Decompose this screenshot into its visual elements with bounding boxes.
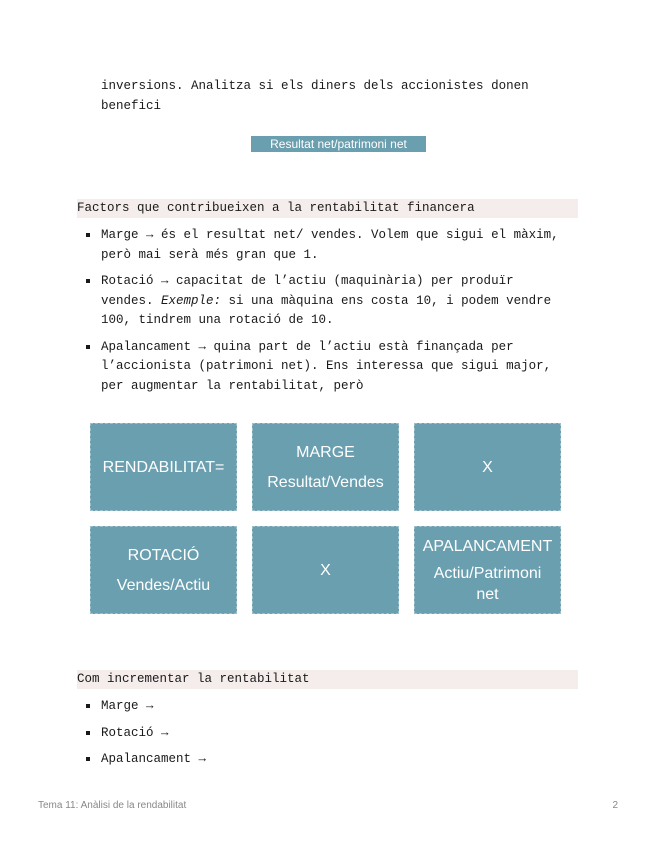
tile-multiply-2 <box>252 526 399 614</box>
tile-rendabilitat <box>90 423 237 511</box>
tile-rotacio <box>90 526 237 614</box>
bullet-rotacio-line-1: Rotació → capacitat de l’actiu (maquinària) per produïr <box>101 274 514 288</box>
bullet-apalancament <box>101 338 579 397</box>
intro-paragraph <box>101 77 581 116</box>
bullet-apalancament-line-3: per augmentar la rentabilitat, però <box>101 378 364 393</box>
formula-badge: Resultat net/patrimoni net <box>251 136 426 152</box>
tile-rotacio-formula: Vendes/Actiu <box>116 576 211 594</box>
tile-marge-formula: Resultat/Vendes <box>267 473 384 491</box>
section-heading-increase: Com incrementar la rentabilitat <box>77 670 578 689</box>
bullet-marge-line-2: però mai serà més gran que 1. <box>101 247 319 262</box>
intro-line-1: inversions. Analitza si els diners dels accionistes donen <box>101 79 529 93</box>
factors-bullet-list <box>101 226 579 403</box>
bullet-rotacio-line-2-pre: vendes. <box>101 293 162 308</box>
bullet-apalancament-line-2: l’accionista (patrimoni net). Ens interessa que sigui major, <box>101 359 552 373</box>
tile-rendabilitat-label: RENDABILITAT= <box>102 458 225 476</box>
increase-bullet-apalancament: Apalancament → <box>101 750 579 770</box>
bullet-rotacio-line-2-post: si una màquina ens costa 10, i podem vendre <box>221 293 552 308</box>
bullet-marge <box>101 226 579 265</box>
increase-bullet-rotacio: Rotació → <box>101 724 579 744</box>
tile-rotacio-title: ROTACIÓ <box>127 546 200 564</box>
intro-line-2: benefici <box>101 98 162 113</box>
increase-bullet-list <box>101 697 579 777</box>
tile-multiply-1 <box>414 423 561 511</box>
increase-bullet-marge: Marge → <box>101 697 579 717</box>
bullet-rotacio-line-2 <box>101 292 579 312</box>
bullet-rotacio <box>101 272 579 331</box>
bullet-marge-line-1: Marge → és el resultat net/ vendes. Volem que sigui el màxim, <box>101 228 559 242</box>
bullet-rotacio-example-label: Exemple: <box>161 293 222 308</box>
tile-multiply-2-label: X <box>320 561 331 579</box>
tile-apalancament <box>414 526 561 614</box>
footer-title: Tema 11: Anàlisi de la rendabilitat <box>38 800 187 811</box>
bullet-apalancament-line-1: Apalancament → quina part de l’actiu està finançada per <box>101 339 514 354</box>
tile-marge-title: MARGE <box>296 443 355 461</box>
tile-multiply-1-label: X <box>482 458 493 476</box>
section-heading-factors: Factors que contribueixen a la rentabilitat financera <box>77 199 578 218</box>
page-number: 2 <box>612 800 618 811</box>
bullet-rotacio-line-3: 100, tindrem una rotació de 10. <box>101 313 334 327</box>
tile-apalancament-title: APALANCAMENT <box>422 537 553 555</box>
tile-marge <box>252 423 399 511</box>
tile-apalancament-formula: Actiu/Patrimoni net <box>433 564 542 603</box>
